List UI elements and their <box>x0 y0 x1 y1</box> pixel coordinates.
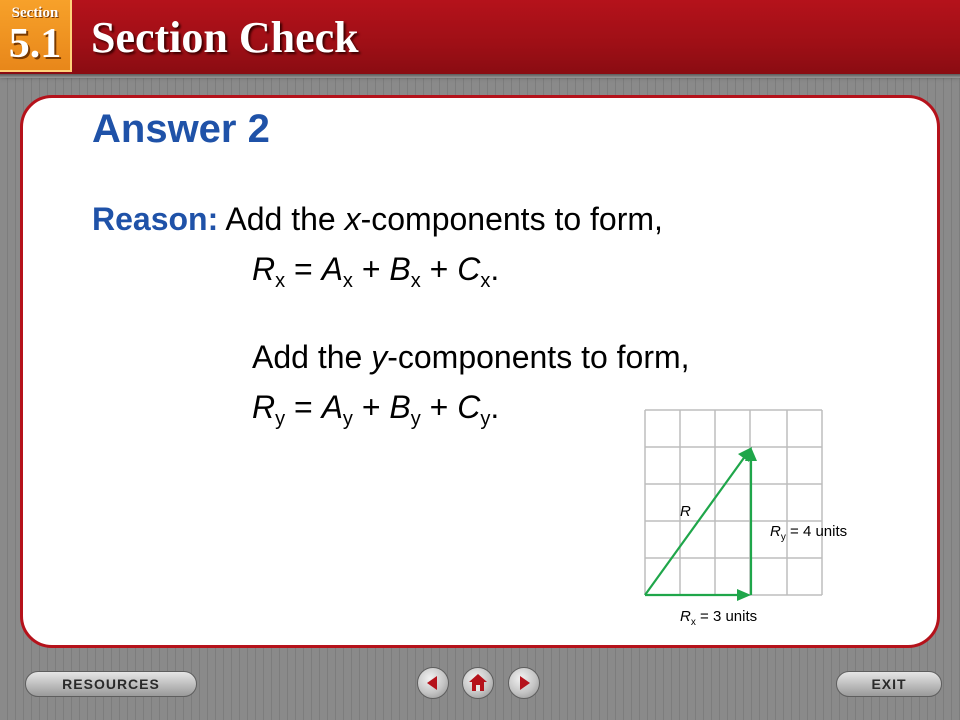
ry-label-main: R <box>770 523 781 540</box>
eq-y-equals: = <box>285 389 322 425</box>
eq-x-c: C <box>457 251 481 287</box>
eq-y-c: C <box>457 389 481 425</box>
resources-button[interactable]: RESOURCES <box>25 671 197 697</box>
eq-y-b: B <box>389 389 411 425</box>
rx-label-rest: = 3 units <box>695 608 758 625</box>
diagram-grid <box>645 410 822 595</box>
vector-diagram <box>640 405 880 635</box>
section-badge <box>0 0 72 72</box>
ry-label-rest: = 4 units <box>785 523 848 540</box>
eq-y-a: A <box>321 389 343 425</box>
vector-r-label: R <box>680 503 691 520</box>
reason-line <box>92 200 663 238</box>
eq-x-end: . <box>490 251 500 287</box>
eq-x-plus2: + <box>420 251 458 287</box>
rx-vector <box>645 589 751 601</box>
rx-label <box>680 608 757 628</box>
eq-y-b-sub: y <box>410 408 421 430</box>
rx-label-sub: x <box>690 617 696 628</box>
equation-y <box>252 388 499 438</box>
eq-y-r-sub: y <box>275 408 286 430</box>
eq-x-a-sub: x <box>342 270 353 292</box>
eq-x-plus1: + <box>352 251 390 287</box>
home-icon <box>463 668 493 698</box>
ry-label-sub: y <box>780 532 786 543</box>
line2-pre: Add the <box>252 339 372 375</box>
equation-x <box>252 250 499 300</box>
eq-x-b: B <box>389 251 411 287</box>
line2-var: y <box>371 339 388 375</box>
eq-y-r: R <box>252 389 276 425</box>
answer-heading: Answer 2 <box>92 107 270 151</box>
header-divider <box>0 74 960 78</box>
line1-post: -components to form, <box>360 201 663 237</box>
rx-label-main: R <box>680 608 691 625</box>
eq-y-plus2: + <box>420 389 458 425</box>
eq-y-end: . <box>490 389 500 425</box>
line1-pre: Add the <box>225 201 345 237</box>
eq-y-plus1: + <box>352 389 390 425</box>
eq-x-r: R <box>252 251 276 287</box>
exit-button[interactable]: EXIT <box>836 671 942 697</box>
section-number: 5.1 <box>8 21 62 67</box>
section-word: Section <box>11 5 59 21</box>
eq-x-r-sub: x <box>275 270 286 292</box>
ry-label <box>770 523 847 543</box>
eq-y-a-sub: y <box>342 408 353 430</box>
eq-x-c-sub: x <box>480 270 491 292</box>
arrow-right-icon <box>509 668 539 698</box>
home-button[interactable] <box>462 667 494 699</box>
next-button[interactable] <box>508 667 540 699</box>
eq-y-c-sub: y <box>480 408 491 430</box>
y-components-line <box>252 338 690 376</box>
eq-x-b-sub: x <box>410 270 421 292</box>
slide-header <box>0 0 960 74</box>
eq-x-a: A <box>321 251 343 287</box>
line2-post: -components to form, <box>387 339 690 375</box>
page-title: Section Check <box>91 13 359 62</box>
arrow-left-icon <box>418 668 448 698</box>
line1-var: x <box>344 201 361 237</box>
previous-button[interactable] <box>417 667 449 699</box>
eq-x-equals: = <box>285 251 322 287</box>
reason-label: Reason: <box>92 201 219 237</box>
